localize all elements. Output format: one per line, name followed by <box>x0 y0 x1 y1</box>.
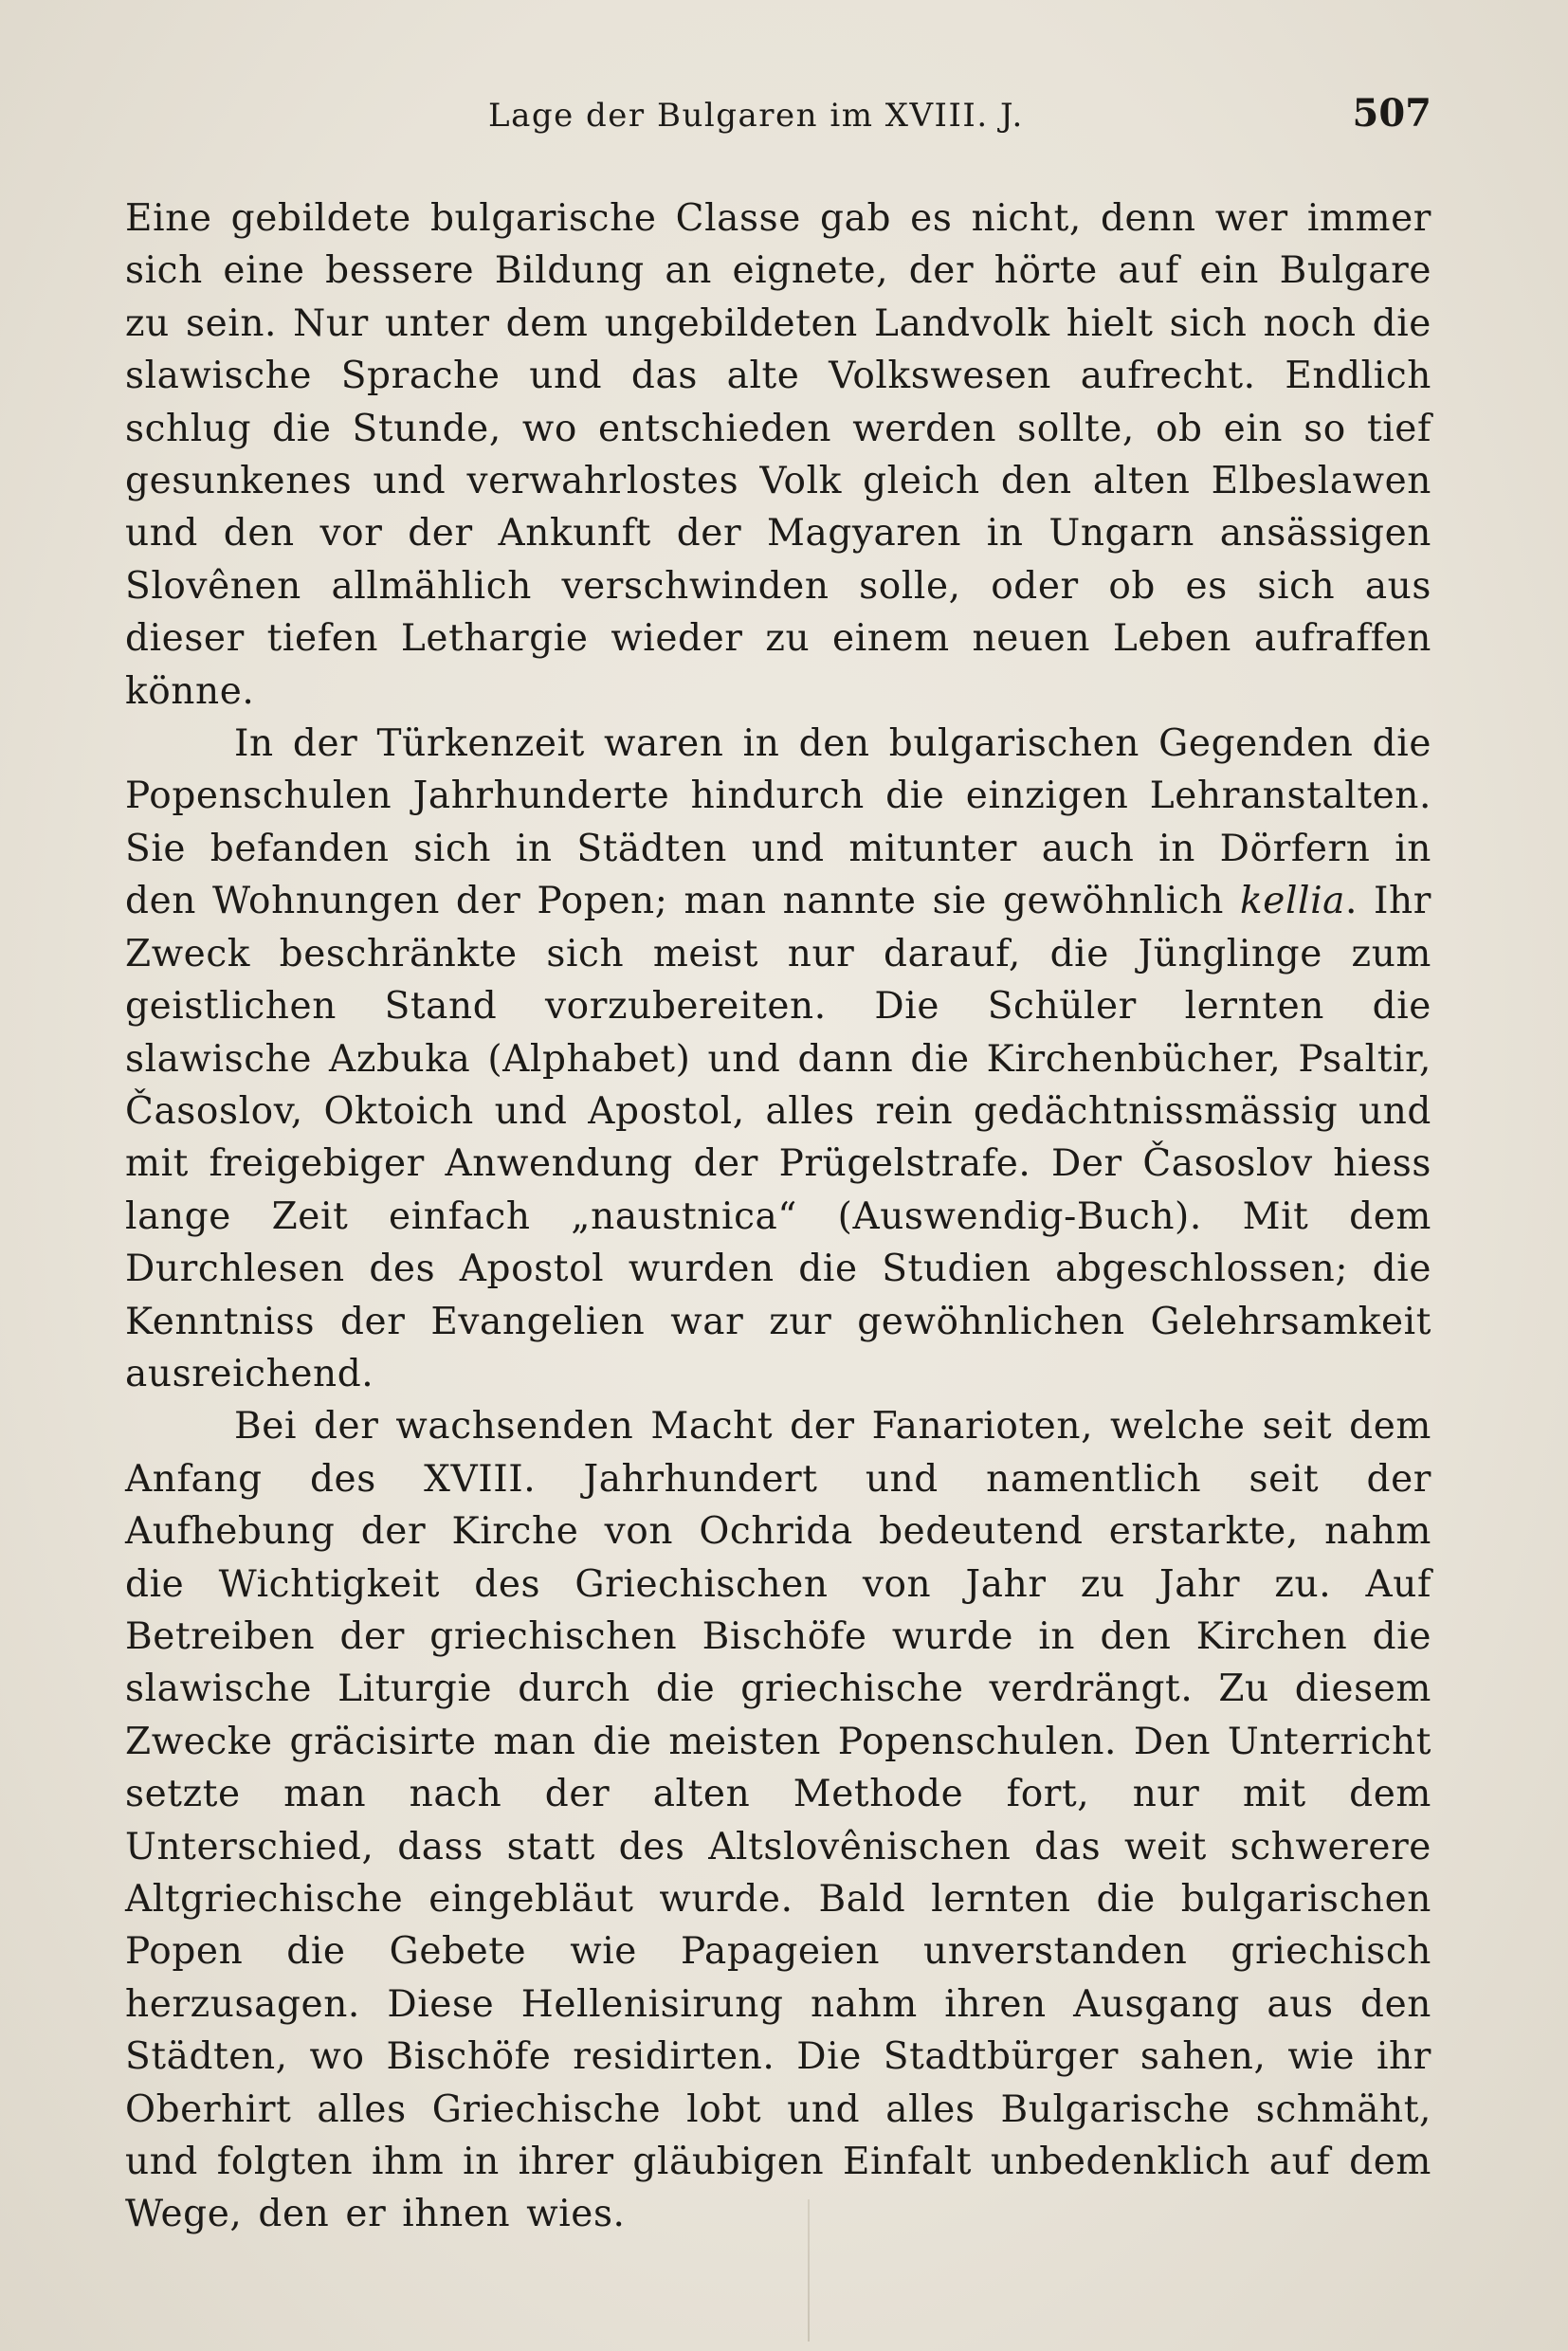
page-number: 507 <box>1352 91 1431 136</box>
paragraph-2-text-end: . Ihr Zweck beschränkte sich meist nur darauf, die Jünglinge zum geistlichen Stand vorzubereiten. Die Schüler lernten die slawische Azbuka (Alphabet) und dann die Kirchenbücher, Psaltir, Časoslov, Oktoich und Apostol, alles rein gedächtnissmässig und mit freigebiger Anwendung der Prügelstrafe. Der Časoslov hiess lange Zeit einfach „naustnica“ (Auswendig-Buch). Mit dem Durchlesen des Apostol wurden die Studien abgeschlossen; die Kenntniss der Evangelien war zur gewöhnlichen Gelehrsamkeit ausreichend. <box>125 880 1431 1395</box>
paragraph-3-text: Bei der wachsenden Macht der Fanarioten, welche seit dem Anfang des XVIII. Jahrhundert und namentlich seit der Aufhebung der Kirche von Ochrida bedeutend erstarkte, nahm die Wichtigkeit des Griechischen von Jahr zu Jahr zu. Auf Betreiben der griechischen Bischöfe wurde in den Kirchen die slawische Liturgie durch die griechische verdrängt. Zu diesem Zwecke gräcisirte man die meisten Popenschulen. Den Unterricht setzte man nach der alten Methode fort, nur mit dem Unterschied, dass statt des Altslovênischen das weit schwerere Altgriechische eingebläut wurde. Bald lernten die bulgarischen Popen die Gebete wie Papageien unverstanden griechisch herzusagen. Diese Hellenisirung nahm ihren Ausgang aus den Städten, wo Bischöfe residirten. Die Stadtbürger sahen, wie ihr Oberhirt alles Griechische lobt und alles Bulgarische schmäht, und folgten ihm in ihrer gläubigen Einfalt unbedenklich auf dem Wege, den er ihnen wies. <box>125 1405 1431 2236</box>
paragraph-2 <box>125 718 1431 1400</box>
paragraph-3 <box>125 1400 1431 2241</box>
body-text <box>125 192 1431 2241</box>
page-crease <box>808 2199 810 2342</box>
running-title: Lage der Bulgaren im XVIII. J. <box>488 97 1024 135</box>
paragraph-1 <box>125 192 1431 718</box>
italic-term-kellia: kellia <box>1240 880 1346 923</box>
paragraph-1-text: Eine gebildete bulgarische Classe gab es nicht, denn wer immer sich eine bessere Bildung an eignete, der hörte auf ein Bulgare zu sein. Nur unter dem ungebildeten Landvolk hielt sich noch die slawische Sprache und das alte Volkswesen aufrecht. Endlich schlug die Stunde, wo entschieden werden sollte, ob ein so tief gesunkenes und verwahrlostes Volk gleich den alten Elbeslawen und den vor der Ankunft der Magyaren in Ungarn ansässigen Slovênen allmählich verschwinden solle, oder ob es sich aus dieser tiefen Lethargie wieder zu einem neuen Leben aufraffen könne. <box>125 197 1431 713</box>
page-header <box>123 91 1431 138</box>
paragraph-2-text-start: In der Türkenzeit waren in den bulgarischen Gegenden die Popenschulen Jahrhunderte hindurch die einzigen Lehranstalten. Sie befanden sich in Städten und mitunter auch in Dörfern in den Wohnungen der Popen; man nannte sie gewöhnlich <box>125 722 1431 923</box>
